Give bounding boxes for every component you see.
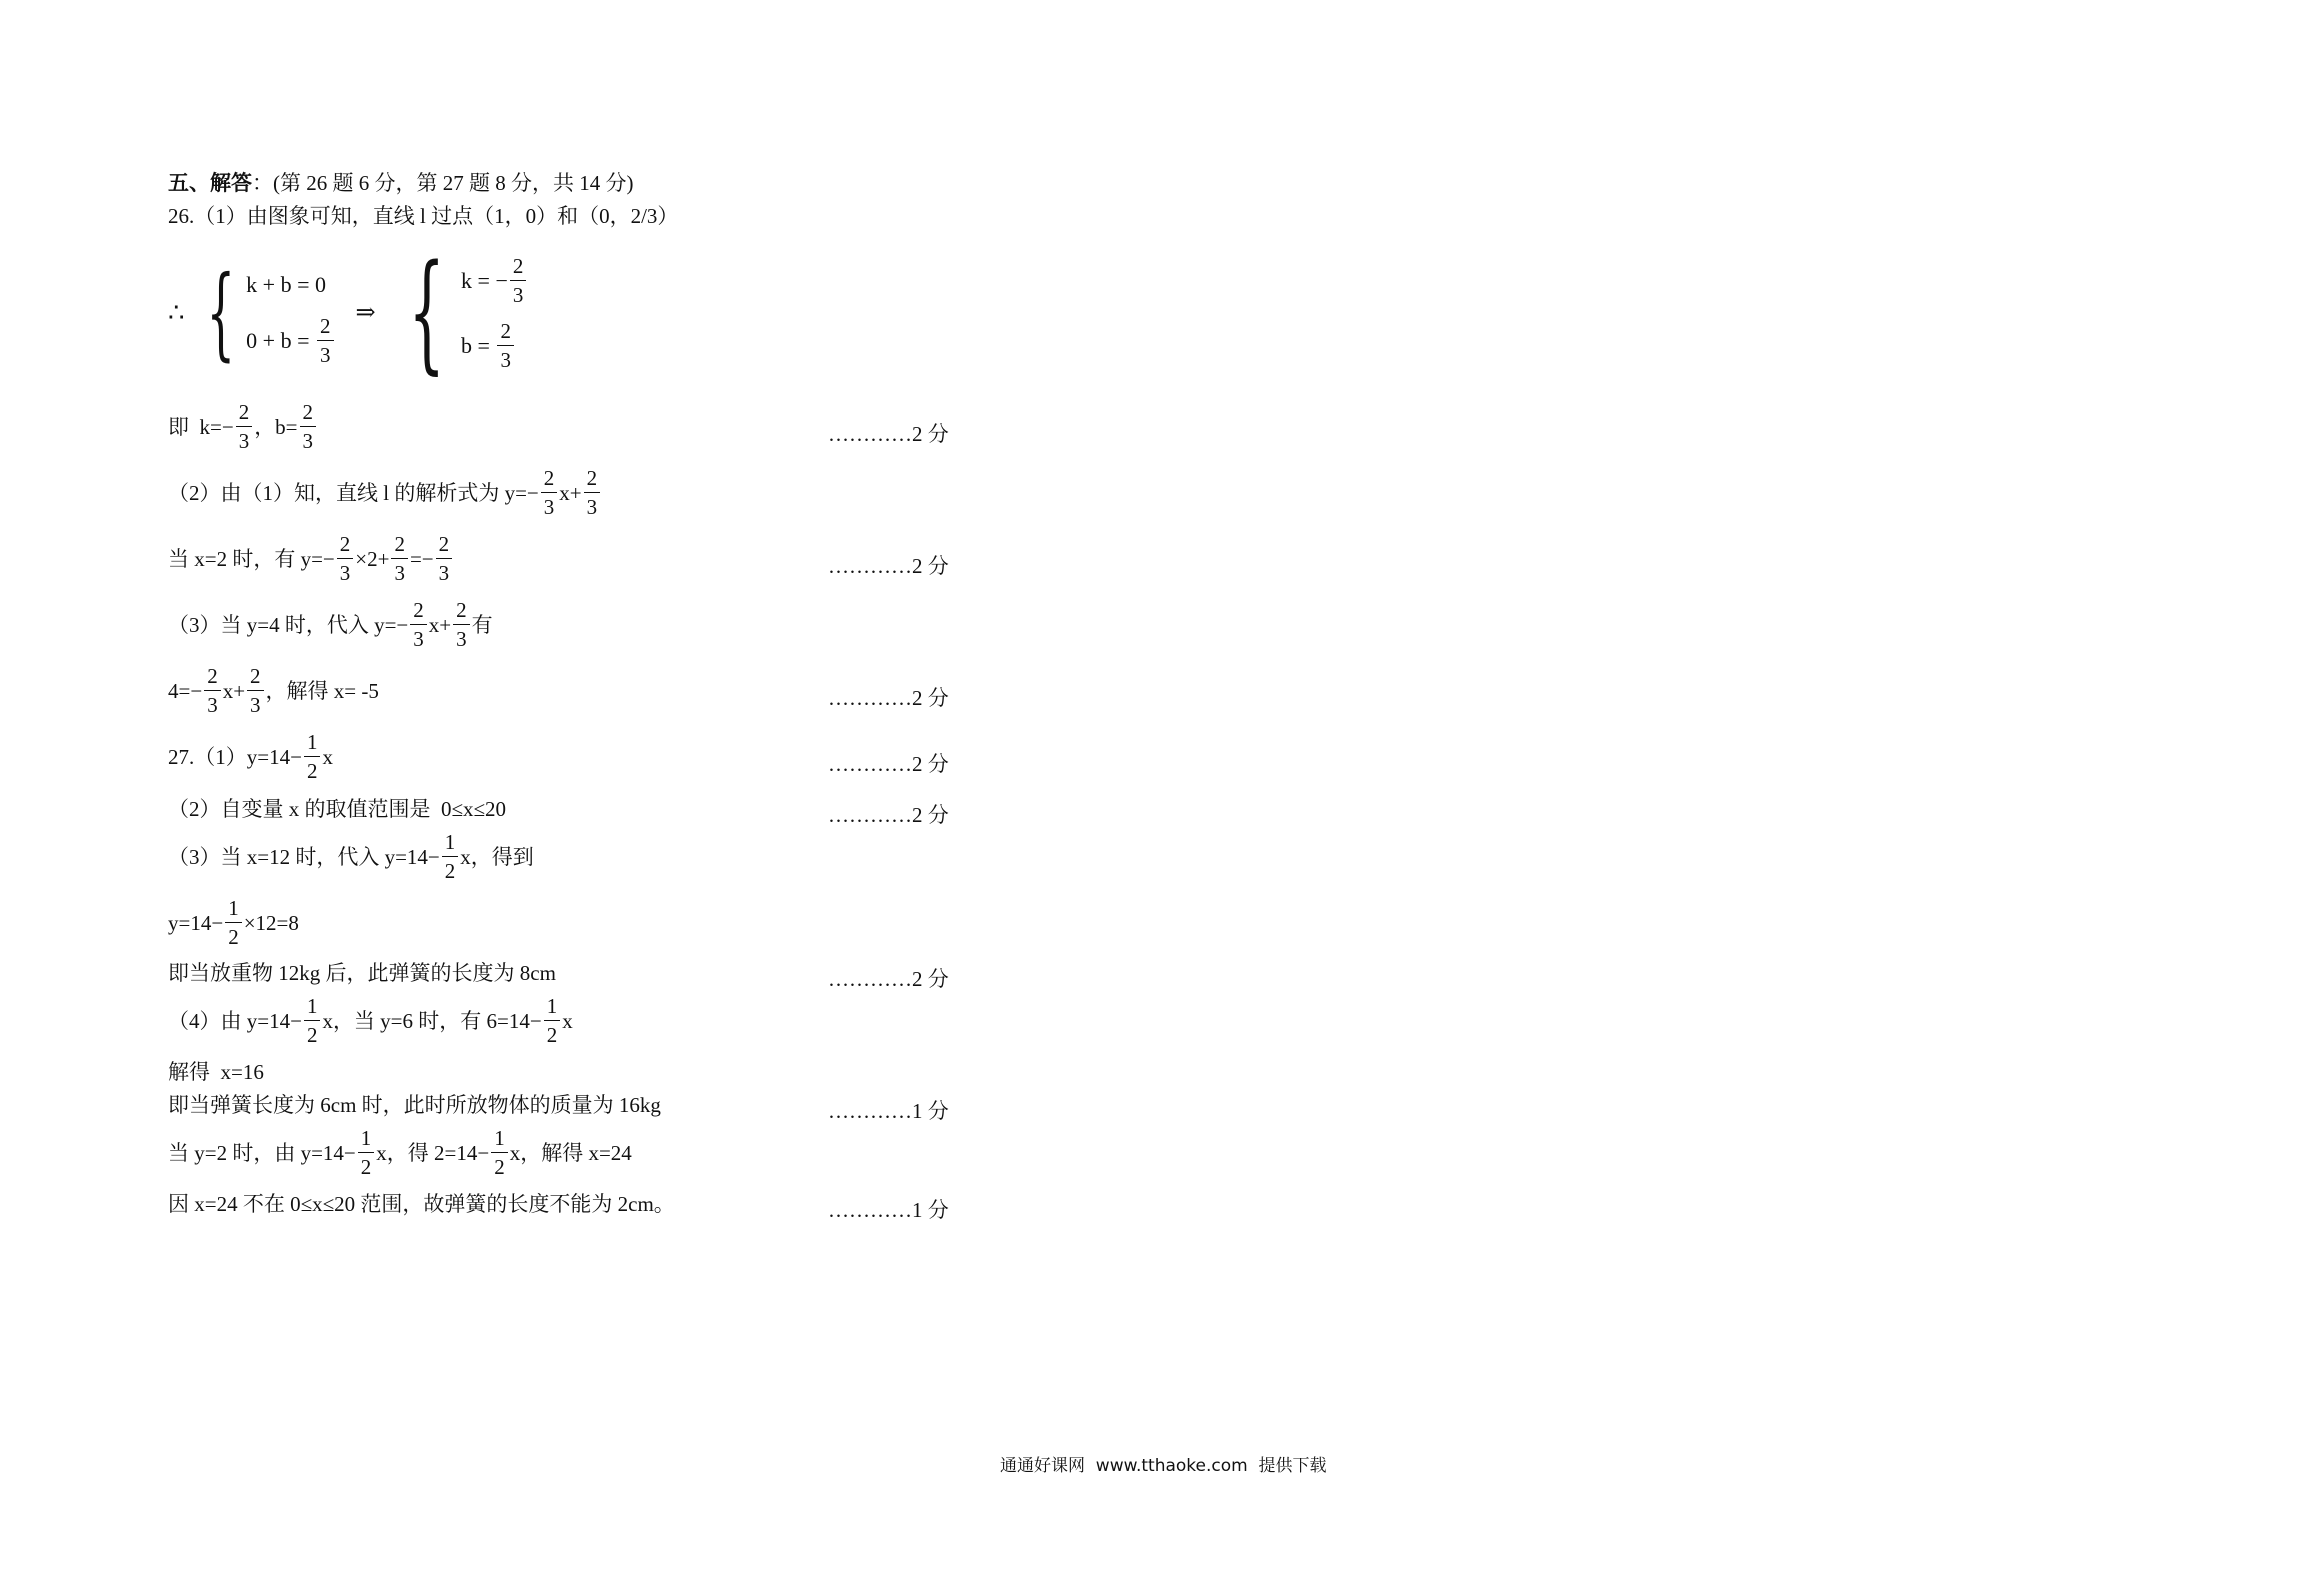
section-note: ：(第 26 题 6 分，第 27 题 8 分，共 14 分) xyxy=(252,171,634,195)
q27-line-10: 因 x=24 不在 0≤x≤20 范围，故弹簧的长度不能为 2cm。 xyxy=(168,1192,675,1216)
therefore-symbol: ∴ xyxy=(168,298,185,327)
q26-line-3: 即 k=− $\frac{2}{3}$ ，b= $\frac{2}{3}$ xyxy=(168,402,318,452)
score-marker: …………2 分 xyxy=(828,752,949,776)
q26-line-1 xyxy=(168,206,678,227)
q27-line-9: 当 y=2 时，由 y=14− $\frac{1}{2}$ x，得 2=14− $\frac{1}{2}$ x，解得 x=24 xyxy=(168,1126,632,1179)
fraction-two-thirds: $\frac{2}{3}$ xyxy=(453,600,470,650)
fraction-two-thirds: $\frac{2}{3}$ xyxy=(236,402,253,452)
section-header xyxy=(168,173,634,194)
fraction-two-thirds: $\frac{2}{3}$ xyxy=(204,666,221,716)
system-1-row-1: k + b = 0 xyxy=(246,272,326,297)
fraction-two-thirds: $\frac{2}{3}$ xyxy=(337,534,354,584)
q27-line-1: 27.（1）y=14− $\frac{1}{2}$ x xyxy=(168,730,333,783)
fraction-two-thirds: $\frac{2}{3}$ xyxy=(410,600,427,650)
score-marker: …………2 分 xyxy=(828,422,949,446)
q26-line-6: （3）当 y=4 时，代入 y=− $\frac{2}{3}$ x+ $\frac{2}{3}$ 有 xyxy=(168,598,493,651)
section-title: 五、解答 xyxy=(168,171,252,195)
q26-line-4: （2）由（1）知，直线 l 的解析式为 y=− $\frac{2}{3}$ x+ $\frac{2}{3}$ xyxy=(168,468,602,518)
score-marker: …………1 分 xyxy=(828,1099,949,1123)
fraction-one-half: $\frac{1}{2}$ xyxy=(225,898,242,948)
equation-system-2 xyxy=(392,238,529,387)
score-marker: …………2 分 xyxy=(828,803,949,827)
fraction-two-thirds: $\frac{2}{3}$ xyxy=(317,316,334,366)
q27-line-6: （4）由 y=14− $\frac{1}{2}$ x，当 y=6 时，有 6=14− $\frac{1}{2}$ x xyxy=(168,994,573,1047)
fraction-one-half: $\frac{1}{2}$ xyxy=(304,732,321,782)
fraction-two-thirds: $\frac{2}{3}$ xyxy=(391,534,408,584)
fraction-two-thirds: $\frac{2}{3}$ xyxy=(497,321,514,371)
fraction-one-half: $\frac{1}{2}$ xyxy=(304,996,321,1046)
fraction-one-half: $\frac{1}{2}$ xyxy=(544,996,561,1046)
equation-system-1 xyxy=(195,254,336,371)
system-1-row-2: 0 + b = $\frac{2}{3}$ xyxy=(246,313,335,369)
left-brace: { xyxy=(408,238,445,387)
q27-line-5: 即当放重物 12kg 后，此弹簧的长度为 8cm xyxy=(168,961,556,985)
fraction-two-thirds: $\frac{2}{3}$ xyxy=(247,666,264,716)
fraction-two-thirds: $\frac{2}{3}$ xyxy=(510,256,527,306)
q26-intro: 26.（1）由图象可知，直线 l 过点（1，0）和（0，2/3） xyxy=(168,204,679,228)
q27-line-4: y=14− $\frac{1}{2}$ ×12=8 xyxy=(168,896,299,949)
fraction-two-thirds: $\frac{2}{3}$ xyxy=(584,468,601,518)
fraction-two-thirds: $\frac{2}{3}$ xyxy=(541,468,558,518)
score-marker: …………2 分 xyxy=(828,554,949,578)
q27-line-3: （3）当 x=12 时，代入 y=14− $\frac{1}{2}$ x，得到 xyxy=(168,830,534,883)
fraction-two-thirds: $\frac{2}{3}$ xyxy=(300,402,317,452)
q27-line-2: （2）自变量 x 的取值范围是 0≤x≤20 xyxy=(168,797,507,821)
fraction-one-half: $\frac{1}{2}$ xyxy=(491,1128,508,1178)
score-marker: …………2 分 xyxy=(828,686,949,710)
fraction-one-half: $\frac{1}{2}$ xyxy=(358,1128,375,1178)
score-marker: …………1 分 xyxy=(828,1198,949,1222)
system-2-row-1: k = − $\frac{2}{3}$ xyxy=(461,253,528,309)
page-footer: 通通好课网 www.tthaoke.com 提供下载 xyxy=(1000,1456,1327,1476)
q26-line-7: 4=− $\frac{2}{3}$ x+ $\frac{2}{3}$ ，解得 x= -5 xyxy=(168,664,379,717)
q26-line-5: 当 x=2 时，有 y=− $\frac{2}{3}$ ×2+ $\frac{2}{3}$ =− $\frac{2}{3}$ xyxy=(168,534,454,584)
q27-line-7: 解得 x=16 xyxy=(168,1060,264,1084)
fraction-two-thirds: $\frac{2}{3}$ xyxy=(436,534,453,584)
system-2-row-2: b = $\frac{2}{3}$ xyxy=(461,318,528,374)
q27-line-8: 即当弹簧长度为 6cm 时，此时所放物体的质量为 16kg xyxy=(168,1093,661,1117)
left-brace: { xyxy=(206,254,235,371)
q26-equation-systems xyxy=(168,238,528,387)
score-marker: …………2 分 xyxy=(828,967,949,991)
implies-arrow: ⇒ xyxy=(355,300,376,326)
fraction-one-half: $\frac{1}{2}$ xyxy=(442,832,459,882)
